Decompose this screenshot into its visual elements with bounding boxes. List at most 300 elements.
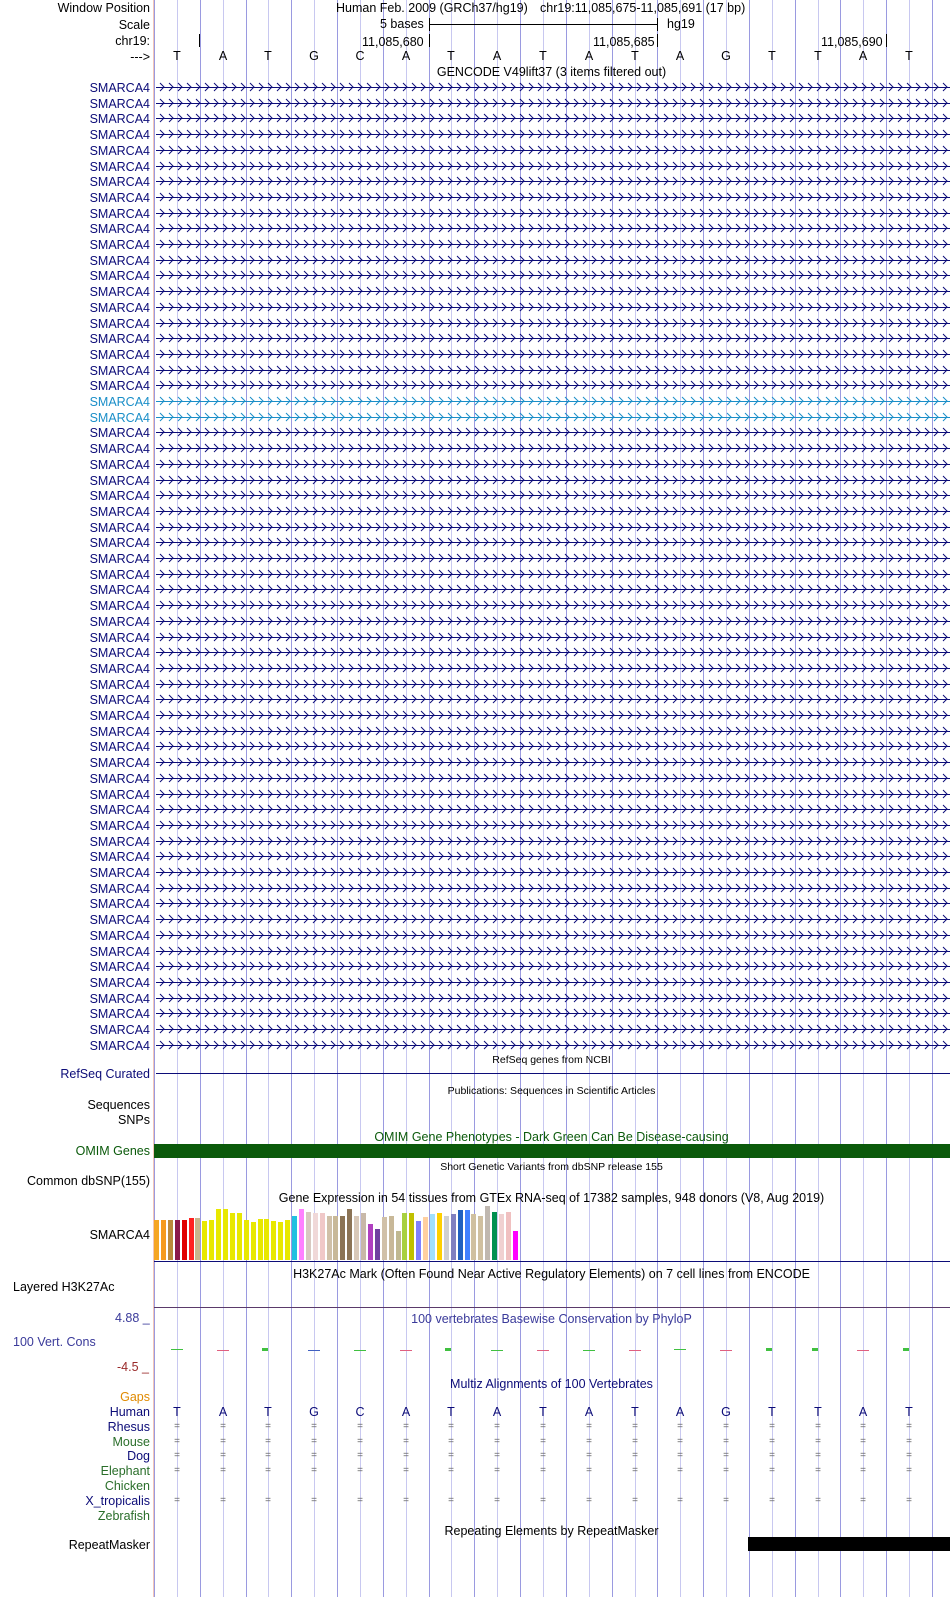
gencode-transcript-row[interactable]: [0, 394, 950, 410]
gtex-tissue-bar[interactable]: [333, 1216, 338, 1260]
gencode-gene-label[interactable]: SMARCA4: [89, 426, 150, 441]
gencode-gene-label[interactable]: SMARCA4: [89, 300, 150, 315]
refseq-track-title[interactable]: RefSeq genes from NCBI: [492, 1054, 611, 1066]
strand-arrows: [156, 394, 950, 410]
gencode-transcript-row[interactable]: [0, 881, 950, 897]
gencode-transcript-row[interactable]: [0, 253, 950, 269]
h3k27ac-track-title[interactable]: H3K27Ac Mark (Often Found Near Active Regulatory Elements) on 7 cell lines from ENCODE: [293, 1267, 810, 1281]
sequence-base: A: [675, 49, 685, 63]
gtex-tissue-bar[interactable]: [292, 1216, 297, 1260]
multiz-base: =: [220, 1450, 226, 1462]
gtex-tissue-bar[interactable]: [396, 1231, 401, 1260]
strand-arrows: [156, 818, 950, 834]
phylop-score-mark: [720, 1350, 732, 1351]
strand-arrows: [156, 865, 950, 881]
gencode-gene-label[interactable]: SMARCA4: [89, 567, 150, 582]
strand-arrows: [156, 159, 950, 175]
gencode-gene-label[interactable]: SMARCA4: [89, 536, 150, 551]
strand-arrows: [156, 111, 950, 127]
repeatmasker-track-title[interactable]: Repeating Elements by RepeatMasker: [444, 1524, 659, 1538]
gencode-transcript-row[interactable]: [0, 739, 950, 755]
strand-label: --->: [130, 50, 150, 64]
refseq-label[interactable]: RefSeq Curated: [60, 1067, 150, 1081]
multiz-base: =: [403, 1420, 409, 1432]
sequence-base: T: [768, 49, 776, 63]
gencode-gene-label[interactable]: SMARCA4: [89, 457, 150, 472]
multiz-base: =: [723, 1450, 729, 1462]
gencode-gene-label[interactable]: SMARCA4: [89, 740, 150, 755]
gencode-gene-label[interactable]: SMARCA4: [89, 112, 150, 127]
gencode-transcript-row[interactable]: [0, 991, 950, 1007]
multiz-base: =: [815, 1435, 821, 1447]
gencode-gene-label[interactable]: SMARCA4: [89, 881, 150, 896]
gencode-gene-label[interactable]: SMARCA4: [89, 379, 150, 394]
gencode-gene-label[interactable]: SMARCA4: [89, 363, 150, 378]
gencode-transcript-row[interactable]: [0, 284, 950, 300]
multiz-species-label[interactable]: Chicken: [104, 1479, 150, 1493]
multiz-base: =: [494, 1420, 500, 1432]
gtex-tissue-bar[interactable]: [313, 1213, 318, 1260]
gtex-tissue-bar[interactable]: [340, 1216, 345, 1260]
db-label: hg19: [667, 17, 695, 31]
gtex-tissue-bar[interactable]: [189, 1218, 194, 1260]
gencode-transcript-row[interactable]: [0, 425, 950, 441]
gencode-gene-label[interactable]: SMARCA4: [89, 975, 150, 990]
strand-arrows: [156, 959, 950, 975]
gencode-transcript-row[interactable]: [0, 80, 950, 96]
gencode-transcript-row[interactable]: [0, 959, 950, 975]
strand-arrows: [156, 630, 950, 646]
multiz-species-label[interactable]: Elephant: [100, 1464, 150, 1479]
gencode-gene-label[interactable]: SMARCA4: [89, 520, 150, 535]
multiz-base: =: [815, 1465, 821, 1477]
strand-arrows: [156, 425, 950, 441]
gencode-transcript-row[interactable]: [0, 378, 950, 394]
gencode-gene-label[interactable]: SMARCA4: [89, 442, 150, 457]
gencode-transcript-row[interactable]: [0, 598, 950, 614]
gtex-tissue-bar[interactable]: [209, 1220, 214, 1260]
multiz-base: =: [540, 1450, 546, 1462]
gencode-transcript-row[interactable]: [0, 159, 950, 175]
gencode-gene-label[interactable]: SMARCA4: [89, 913, 150, 928]
gtex-tissue-bar[interactable]: [271, 1221, 276, 1260]
gencode-gene-label[interactable]: SMARCA4: [89, 661, 150, 676]
gencode-gene-label[interactable]: SMARCA4: [89, 1038, 150, 1053]
gencode-transcript-row[interactable]: [0, 457, 950, 473]
sequence-base: A: [492, 49, 502, 63]
strand-arrows: [156, 1022, 950, 1038]
strand-arrows: [156, 331, 950, 347]
sequence-base: T: [264, 49, 272, 63]
strand-arrows: [156, 347, 950, 363]
gencode-transcript-row[interactable]: [0, 127, 950, 143]
gtex-tissue-bar[interactable]: [327, 1216, 332, 1260]
gtex-tissue-bar[interactable]: [168, 1220, 173, 1260]
multiz-base: =: [265, 1435, 271, 1447]
gencode-gene-label[interactable]: SMARCA4: [89, 410, 150, 425]
gencode-transcript-row[interactable]: [0, 535, 950, 551]
gtex-tissue-bar[interactable]: [478, 1216, 483, 1260]
multiz-base: =: [448, 1465, 454, 1477]
gtex-tissue-bar[interactable]: [306, 1212, 311, 1260]
gencode-transcript-row[interactable]: [0, 975, 950, 991]
multiz-base: =: [677, 1494, 683, 1506]
gencode-transcript-row[interactable]: [0, 363, 950, 379]
gencode-transcript-row[interactable]: [0, 111, 950, 127]
gencode-transcript-row[interactable]: [0, 630, 950, 646]
gencode-gene-label[interactable]: SMARCA4: [89, 489, 150, 504]
gencode-transcript-row[interactable]: [0, 143, 950, 159]
strand-arrows: [156, 912, 950, 928]
phylop-score-mark: [537, 1350, 549, 1351]
gencode-transcript-row[interactable]: [0, 834, 950, 850]
gtex-tissue-bar[interactable]: [230, 1213, 235, 1260]
gencode-transcript-row[interactable]: [0, 410, 950, 426]
gtex-tissue-bar[interactable]: [485, 1206, 490, 1260]
strand-arrows: [156, 614, 950, 630]
strand-arrows: [156, 268, 950, 284]
gencode-gene-label[interactable]: SMARCA4: [89, 159, 150, 174]
gencode-transcript-row[interactable]: [0, 221, 950, 237]
phylop-score-mark: [171, 1349, 183, 1350]
coord-label-3: 11,085,690: [821, 35, 883, 49]
multiz-species-label[interactable]: Zebrafish: [97, 1508, 150, 1523]
gtex-tissue-bar[interactable]: [451, 1214, 456, 1260]
gencode-transcript-row[interactable]: [0, 347, 950, 363]
gencode-gene-label[interactable]: SMARCA4: [89, 803, 150, 818]
multiz-base: =: [174, 1465, 180, 1477]
multiz-base: =: [220, 1465, 226, 1477]
multiz-base: =: [265, 1465, 271, 1477]
repeatmasker-feature[interactable]: [748, 1537, 950, 1551]
gencode-gene-label[interactable]: SMARCA4: [89, 316, 150, 331]
assembly-title: Human Feb. 2009 (GRCh37/hg19): [336, 1, 528, 15]
gencode-gene-label[interactable]: SMARCA4: [89, 332, 150, 347]
multiz-base: =: [769, 1420, 775, 1432]
gencode-gene-label[interactable]: SMARCA4: [89, 347, 150, 362]
gencode-transcript-row[interactable]: [0, 645, 950, 661]
gencode-gene-label[interactable]: SMARCA4: [89, 285, 150, 300]
gencode-transcript-row[interactable]: [0, 1006, 950, 1022]
gtex-tissue-bar[interactable]: [458, 1210, 463, 1260]
gtex-tissue-bar[interactable]: [251, 1222, 256, 1260]
multiz-base: T: [173, 1405, 181, 1419]
gtex-tissue-bar[interactable]: [202, 1221, 207, 1260]
gencode-gene-label[interactable]: SMARCA4: [89, 677, 150, 692]
multiz-base: =: [311, 1420, 317, 1432]
multiz-species-label[interactable]: Rhesus: [107, 1419, 150, 1434]
multiz-species-label[interactable]: Dog: [127, 1449, 150, 1464]
gencode-transcript-row[interactable]: [0, 96, 950, 112]
gencode-gene-label[interactable]: SMARCA4: [89, 614, 150, 629]
gencode-gene-label[interactable]: SMARCA4: [89, 693, 150, 708]
gtex-tissue-bar[interactable]: [471, 1214, 476, 1260]
gencode-gene-label[interactable]: SMARCA4: [89, 206, 150, 221]
gencode-gene-label[interactable]: SMARCA4: [89, 190, 150, 205]
multiz-base: =: [540, 1494, 546, 1506]
multiz-base: =: [357, 1450, 363, 1462]
multiz-base: A: [218, 1405, 228, 1419]
gtex-tissue-bar[interactable]: [237, 1213, 242, 1260]
gencode-transcript-row[interactable]: [0, 488, 950, 504]
gtex-tissue-bar[interactable]: [444, 1216, 449, 1260]
gtex-track-title[interactable]: Gene Expression in 54 tissues from GTEx RNA-seq of 17382 samples, 948 donors (V8, Aug 2019): [278, 1191, 825, 1205]
gtex-tissue-bar[interactable]: [416, 1221, 421, 1260]
gtex-tissue-bar[interactable]: [361, 1213, 366, 1260]
strand-arrows: [156, 567, 950, 583]
gtex-tissue-bar[interactable]: [244, 1220, 249, 1260]
gencode-gene-label[interactable]: SMARCA4: [89, 897, 150, 912]
gencode-transcript-row[interactable]: [0, 1022, 950, 1038]
publications-track-title[interactable]: Publications: Sequences in Scientific Articles: [447, 1085, 656, 1097]
gencode-transcript-row[interactable]: [0, 551, 950, 567]
multiz-gaps-label[interactable]: Gaps: [120, 1390, 150, 1404]
multiz-species-label[interactable]: Mouse: [112, 1434, 150, 1449]
strand-arrows: [156, 441, 950, 457]
multiz-base: =: [906, 1435, 912, 1447]
gtex-tissue-bar[interactable]: [368, 1224, 373, 1260]
gencode-transcript-row[interactable]: [0, 692, 950, 708]
gencode-gene-label[interactable]: SMARCA4: [89, 552, 150, 566]
gencode-transcript-row[interactable]: [0, 755, 950, 771]
phylop-track-title[interactable]: 100 vertebrates Basewise Conservation by PhyloP: [411, 1312, 692, 1326]
multiz-base: T: [631, 1405, 639, 1419]
strand-arrows: [156, 739, 950, 755]
gencode-transcript-row[interactable]: [0, 708, 950, 724]
publications-sequences-label[interactable]: Sequences: [87, 1098, 150, 1112]
multiz-base: =: [357, 1435, 363, 1447]
gencode-transcript-row[interactable]: [0, 724, 950, 740]
gencode-gene-label[interactable]: SMARCA4: [89, 222, 150, 237]
multiz-species-label[interactable]: Human: [109, 1405, 150, 1419]
gencode-transcript-row[interactable]: [0, 190, 950, 206]
gtex-bar-chart[interactable]: [154, 1205, 950, 1260]
gtex-tissue-bar[interactable]: [499, 1214, 504, 1260]
gencode-transcript-row[interactable]: [0, 912, 950, 928]
multiz-base: =: [677, 1435, 683, 1447]
gtex-tissue-bar[interactable]: [389, 1216, 394, 1260]
gtex-tissue-bar[interactable]: [264, 1219, 269, 1260]
coord-label-2: 11,085,685: [593, 35, 655, 49]
gtex-tissue-bar[interactable]: [161, 1220, 166, 1260]
gtex-tissue-bar[interactable]: [513, 1231, 518, 1260]
strand-arrows: [156, 221, 950, 237]
ruler-tick: [657, 34, 658, 47]
multiz-base: =: [174, 1494, 180, 1506]
strand-arrows: [156, 661, 950, 677]
gencode-gene-label[interactable]: SMARCA4: [89, 269, 150, 284]
sequence-base: G: [721, 49, 731, 63]
multiz-track-title[interactable]: Multiz Alignments of 100 Vertebrates: [450, 1377, 653, 1391]
multiz-base: =: [311, 1435, 317, 1447]
gencode-gene-label[interactable]: SMARCA4: [89, 866, 150, 880]
gencode-gene-label[interactable]: SMARCA4: [89, 960, 150, 975]
multiz-base: =: [586, 1435, 592, 1447]
multiz-base: =: [586, 1420, 592, 1432]
gencode-transcript-row[interactable]: [0, 300, 950, 316]
omim-label[interactable]: OMIM Genes: [75, 1144, 150, 1158]
multiz-base: =: [769, 1465, 775, 1477]
gencode-gene-label[interactable]: SMARCA4: [89, 473, 150, 488]
gencode-transcript-row[interactable]: [0, 928, 950, 944]
phylop-label[interactable]: 100 Vert. Cons: [13, 1335, 96, 1349]
gencode-gene-label[interactable]: SMARCA4: [89, 630, 150, 645]
gtex-tissue-bar[interactable]: [195, 1218, 200, 1260]
gencode-transcript-row[interactable]: [0, 567, 950, 583]
gtex-tissue-bar[interactable]: [437, 1213, 442, 1260]
gencode-gene-label[interactable]: SMARCA4: [89, 818, 150, 833]
gencode-transcript-row[interactable]: [0, 865, 950, 881]
multiz-base: =: [265, 1420, 271, 1432]
strand-arrows: [156, 881, 950, 897]
gencode-gene-label[interactable]: SMARCA4: [89, 81, 150, 95]
gencode-gene-label[interactable]: SMARCA4: [89, 944, 150, 959]
multiz-base: G: [309, 1405, 319, 1419]
gtex-tissue-bar[interactable]: [402, 1213, 407, 1260]
gencode-transcript-row[interactable]: [0, 237, 950, 253]
gencode-gene-label[interactable]: SMARCA4: [89, 395, 150, 409]
strand-arrows: [156, 520, 950, 536]
gencode-gene-label[interactable]: SMARCA4: [89, 504, 150, 519]
gencode-gene-label[interactable]: SMARCA4: [89, 787, 150, 802]
multiz-base: A: [492, 1405, 502, 1419]
strand-arrows: [156, 206, 950, 222]
multiz-base: A: [858, 1405, 868, 1419]
gtex-tissue-bar[interactable]: [492, 1212, 497, 1260]
sequence-base: T: [539, 49, 547, 63]
gtex-tissue-bar[interactable]: [465, 1210, 470, 1260]
dbsnp-label[interactable]: Common dbSNP(155): [27, 1174, 150, 1188]
strand-arrows: [156, 677, 950, 693]
ruler-tick: [199, 34, 200, 47]
gencode-gene-label[interactable]: SMARCA4: [89, 583, 150, 598]
gencode-transcript-row[interactable]: [0, 520, 950, 536]
gtex-tissue-bar[interactable]: [506, 1212, 511, 1260]
multiz-base: =: [906, 1494, 912, 1506]
gtex-tissue-bar[interactable]: [409, 1213, 414, 1260]
gencode-gene-label[interactable]: SMARCA4: [89, 175, 150, 190]
gencode-transcript-row[interactable]: [0, 818, 950, 834]
gencode-transcript-row[interactable]: [0, 174, 950, 190]
gencode-transcript-row[interactable]: [0, 896, 950, 912]
gencode-transcript-row[interactable]: [0, 802, 950, 818]
gtex-tissue-bar[interactable]: [375, 1229, 380, 1260]
multiz-base: =: [403, 1494, 409, 1506]
gtex-tissue-bar[interactable]: [258, 1219, 263, 1260]
gtex-tissue-bar[interactable]: [278, 1222, 283, 1260]
gencode-transcript-row[interactable]: [0, 582, 950, 598]
gtex-tissue-bar[interactable]: [430, 1214, 435, 1260]
gencode-gene-label[interactable]: SMARCA4: [89, 724, 150, 739]
multiz-base: T: [539, 1405, 547, 1419]
gtex-tissue-bar[interactable]: [216, 1209, 221, 1260]
gencode-gene-label[interactable]: SMARCA4: [89, 599, 150, 614]
dbsnp-track-title[interactable]: Short Genetic Variants from dbSNP release 155: [440, 1161, 663, 1173]
gencode-transcript-row[interactable]: [0, 206, 950, 222]
strand-arrows: [156, 1038, 950, 1054]
strand-arrows: [156, 802, 950, 818]
gencode-transcript-row[interactable]: [0, 661, 950, 677]
gencode-gene-label[interactable]: SMARCA4: [89, 771, 150, 786]
scale-bar-left-tick: [429, 18, 430, 31]
gtex-tissue-bar[interactable]: [354, 1216, 359, 1260]
strand-arrows: [156, 692, 950, 708]
gencode-transcript-row[interactable]: [0, 331, 950, 347]
gtex-tissue-bar[interactable]: [285, 1220, 290, 1260]
gencode-transcript-row[interactable]: [0, 944, 950, 960]
h3k27ac-label[interactable]: Layered H3K27Ac: [13, 1280, 115, 1294]
gtex-tissue-bar[interactable]: [223, 1209, 228, 1260]
strand-arrows: [156, 708, 950, 724]
gencode-gene-label[interactable]: SMARCA4: [89, 991, 150, 1006]
phylop-score-mark: [400, 1350, 412, 1351]
phylop-score-mark: [262, 1348, 268, 1351]
strand-arrows: [156, 582, 950, 598]
gtex-tissue-bar[interactable]: [182, 1220, 187, 1260]
multiz-base: =: [494, 1494, 500, 1506]
gtex-tissue-bar[interactable]: [299, 1209, 304, 1260]
phylop-min-label: -4.5 _: [117, 1360, 149, 1374]
gtex-tissue-bar[interactable]: [423, 1217, 428, 1260]
multiz-base: =: [174, 1450, 180, 1462]
gencode-gene-label[interactable]: SMARCA4: [89, 709, 150, 723]
omim-feature-bar[interactable]: [154, 1144, 950, 1158]
multiz-base: =: [769, 1494, 775, 1506]
gencode-gene-label[interactable]: SMARCA4: [89, 850, 150, 865]
gtex-tissue-bar[interactable]: [154, 1220, 159, 1260]
gencode-transcript-row[interactable]: [0, 787, 950, 803]
strand-arrows: [156, 473, 950, 489]
gencode-transcript-row[interactable]: [0, 473, 950, 489]
refseq-feature-line[interactable]: [156, 1073, 950, 1074]
gencode-transcript-row[interactable]: [0, 771, 950, 787]
gencode-transcript-row[interactable]: [0, 1038, 950, 1054]
gencode-transcript-row[interactable]: [0, 268, 950, 284]
gencode-gene-label[interactable]: SMARCA4: [89, 238, 150, 252]
publications-snps-label[interactable]: SNPs: [118, 1113, 150, 1127]
strand-arrows: [156, 598, 950, 614]
gencode-transcript-row[interactable]: [0, 316, 950, 332]
strand-arrows: [156, 253, 950, 269]
gencode-transcript-row[interactable]: [0, 677, 950, 693]
window-position-label: Window Position: [57, 1, 150, 15]
gencode-gene-label[interactable]: SMARCA4: [89, 756, 150, 771]
gencode-track-title[interactable]: GENCODE V49lift37 (3 items filtered out): [436, 65, 667, 79]
gencode-transcript-row[interactable]: [0, 504, 950, 520]
gencode-gene-label[interactable]: SMARCA4: [89, 1007, 150, 1022]
gtex-tissue-bar[interactable]: [347, 1209, 352, 1260]
gencode-gene-label[interactable]: SMARCA4: [89, 128, 150, 143]
gencode-gene-label[interactable]: SMARCA4: [89, 253, 150, 268]
gencode-gene-label[interactable]: SMARCA4: [89, 1023, 150, 1037]
gencode-gene-label[interactable]: SMARCA4: [89, 143, 150, 158]
strand-arrows: [156, 991, 950, 1007]
repeatmasker-label[interactable]: RepeatMasker: [68, 1538, 150, 1552]
omim-track-title[interactable]: OMIM Gene Phenotypes - Dark Green Can Be Disease-causing: [374, 1130, 729, 1144]
gencode-transcript-row[interactable]: [0, 441, 950, 457]
gtex-tissue-bar[interactable]: [320, 1213, 325, 1260]
gencode-transcript-row[interactable]: [0, 614, 950, 630]
gencode-gene-label[interactable]: SMARCA4: [89, 928, 150, 943]
gencode-gene-label[interactable]: SMARCA4: [89, 646, 150, 661]
gtex-tissue-bar[interactable]: [175, 1220, 180, 1260]
gencode-gene-label[interactable]: SMARCA4: [89, 96, 150, 111]
gencode-transcript-row[interactable]: [0, 849, 950, 865]
multiz-species-label[interactable]: X_tropicalis: [85, 1493, 150, 1508]
gtex-tissue-bar[interactable]: [382, 1217, 387, 1260]
gencode-gene-label[interactable]: SMARCA4: [89, 834, 150, 849]
gtex-gene-label[interactable]: SMARCA4: [89, 1228, 150, 1242]
